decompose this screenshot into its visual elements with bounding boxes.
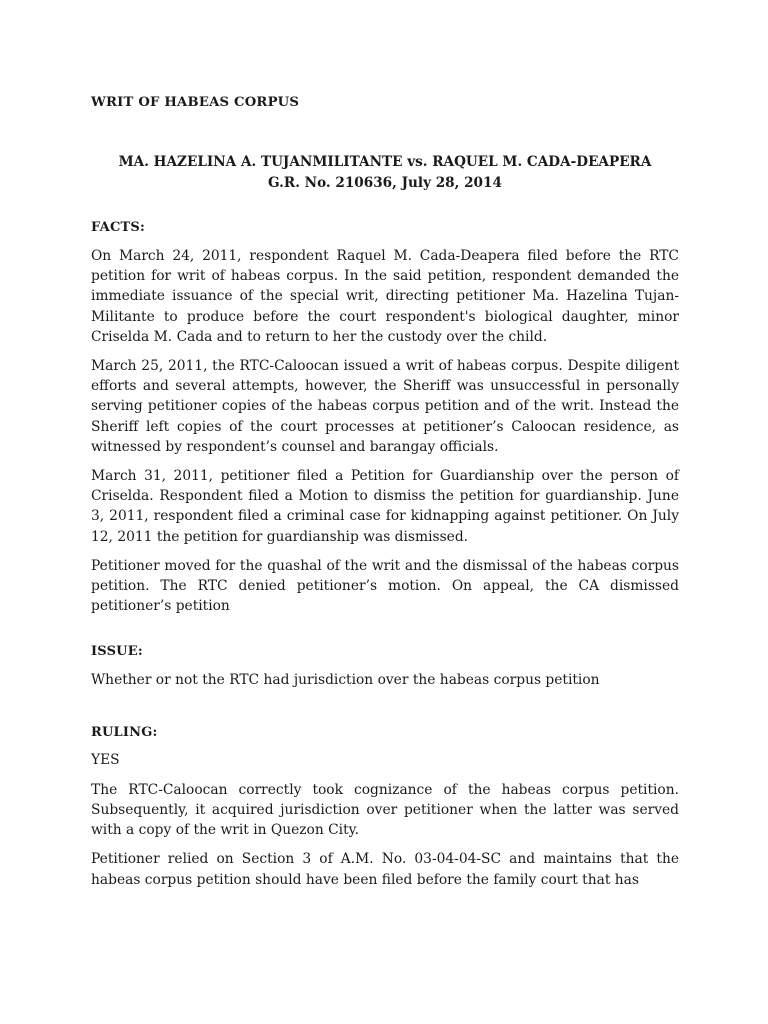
issue-heading: ISSUE:: [91, 644, 143, 660]
case-title: MA. HAZELINA A. TUJANMILITANTE vs. RAQUEL M. CADA-DEAPERA: [118, 154, 652, 170]
facts-paragraph: Petitioner moved for the quashal of the writ and the dismissal of the habeas corpus petition. The RTC denied petitioner’s motion. On appeal, the CA dismissed petitioner’s petition: [91, 557, 679, 615]
case-citation: G.R. No. 210636, July 28, 2014: [268, 175, 502, 191]
facts-heading: FACTS:: [91, 220, 145, 235]
document-title: WRIT OF HABEAS CORPUS: [91, 95, 300, 110]
ruling-verdict: YES: [91, 751, 120, 768]
case-header: [91, 152, 679, 194]
facts-paragraph: March 25, 2011, the RTC-Caloocan issued a writ of habeas corpus. Despite diligent efforts and several attempts, however, the Sheriff was unsuccessful in personally serving petitioner copies of the habeas corpus petition and of the writ. Instead the Sheriff left copies of the court processes at petitioner’s Caloocan residence, as witnessed by respondent’s counsel and barangay officials.: [91, 358, 679, 455]
ruling-paragraph: The RTC-Caloocan correctly took cognizance of the habeas corpus petition. Subsequently, it acquired jurisdiction over petitioner when the latter was served with a copy of the writ in Quezon City.: [91, 781, 679, 839]
facts-paragraph: March 31, 2011, petitioner filed a Petition for Guardianship over the person of Criselda. Respondent filed a Motion to dismiss the petition for guardianship. June 3, 2011, respondent filed a criminal case for kidnapping against petitioner. On July 12, 2011 the petition for guardianship was dismissed.: [91, 468, 679, 545]
ruling-paragraph: Petitioner relied on Section 3 of A.M. No. 03-04-04-SC and maintains that the habeas corpus petition should have been filed before the family court that has: [91, 851, 679, 888]
document-page: [91, 94, 679, 890]
issue-text: Whether or not the RTC had jurisdiction over the habeas corpus petition: [91, 672, 600, 689]
facts-paragraph: On March 24, 2011, respondent Raquel M. Cada-Deapera filed before the RTC petition for writ of habeas corpus. In the said petition, respondent demanded the immediate issuance of the special writ, directing petitioner Ma. Hazelina Tujan-Militante to produce before the court respondent's biological daughter, minor Criselda M. Cada and to return to her the custody over the child.: [91, 248, 679, 345]
ruling-heading: RULING:: [91, 724, 158, 740]
